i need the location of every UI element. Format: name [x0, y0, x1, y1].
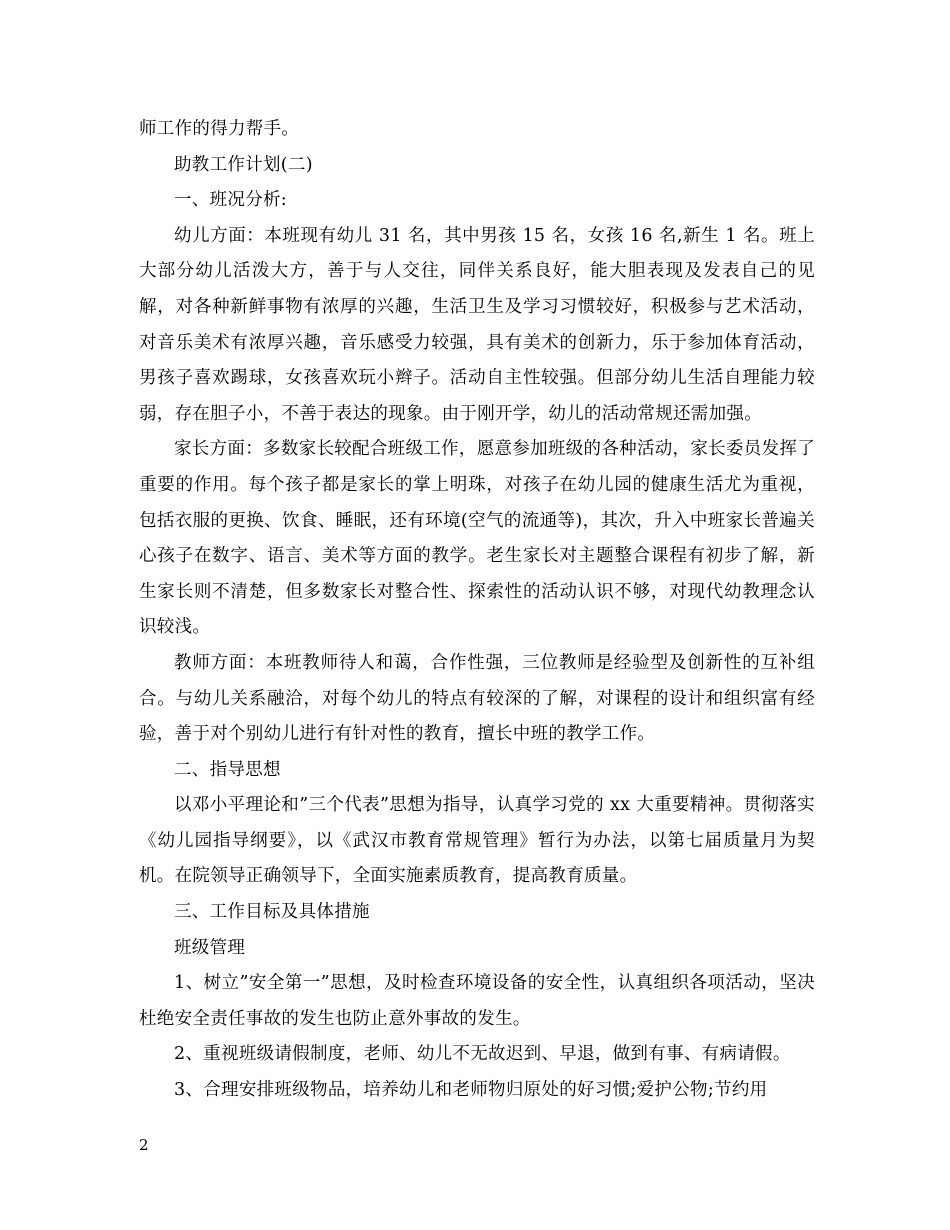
list-item-2: 2、重视班级请假制度，老师、幼儿不无故迟到、早退，做到有事、有病请假。 [174, 1044, 791, 1065]
section-title: 助教工作计划(二) [174, 154, 313, 175]
heading-class-analysis: 一、班况分析: [174, 190, 287, 211]
document-body [139, 112, 815, 1109]
page-number: 2 [139, 1136, 149, 1154]
heading-work-goals: 三、工作目标及具体措施 [174, 902, 370, 923]
paragraph-children: 幼儿方面：本班现有幼儿 31 名，其中男孩 15 名，女孩 16 名,新生 1 名。班上大部分幼儿活泼大方，善于与人交往，同伴关系良好，能大胆表现及发表自己的见解，对各种新鲜事物有浓厚的兴趣，生活卫生及学习习惯较好，积极参与艺术活动，对音乐美术有浓厚兴趣，音乐感受力较强，具有美术的创新力，乐于参加体育活动，男孩子喜欢踢球，女孩喜欢玩小辫子。活动自主性较强。但部分幼儿生活自理能力较弱，存在胆子小，不善于表达的现象。由于刚开学，幼儿的活动常规还需加强。 [139, 225, 815, 424]
paragraph-guiding-ideology: 以邓小平理论和”三个代表”思想为指导，认真学习党的 xx 大重要精神。贯彻落实《幼儿园指导纲要》，以《武汉市教育常规管理》暂行为办法，以第七届质量月为契机。在院领导正确领导下，全面实施素质教育，提高教育质量。 [139, 795, 815, 887]
heading-class-management: 班级管理 [174, 937, 246, 958]
paragraph-parents: 家长方面：多数家长较配合班级工作，愿意参加班级的各种活动，家长委员发挥了重要的作用。每个孩子都是家长的掌上明珠，对孩子在幼儿园的健康生活尤为重视，包括衣服的更换、饮食、睡眠，还有环境(空气的流通等)，其次，升入中班家长普遍关心孩子在数字、语言、美术等方面的教学。老生家长对主题整合课程有初步了解，新生家长则不清楚，但多数家长对整合性、探索性的活动认识不够，对现代幼教理念认识较浅。 [139, 439, 815, 638]
paragraph-teachers: 教师方面：本班教师待人和蔼，合作性强，三位教师是经验型及创新性的互补组合。与幼儿关系融洽，对每个幼儿的特点有较深的了解，对课程的设计和组织富有经验，善于对个别幼儿进行有针对性的教育，擅长中班的教学工作。 [139, 652, 815, 745]
paragraph-continuation: 师工作的得力帮手。 [139, 119, 300, 139]
list-item-1: 1、树立”安全第一”思想，及时检查环境设备的安全性，认真组织各项活动，坚决杜绝安全责任事故的发生也防止意外事故的发生。 [139, 973, 815, 1029]
list-item-3: 3、合理安排班级物品，培养幼儿和老师物归原处的好习惯;爱护公物;节约用 [174, 1080, 768, 1101]
heading-guiding-ideology: 二、指导思想 [174, 759, 281, 780]
